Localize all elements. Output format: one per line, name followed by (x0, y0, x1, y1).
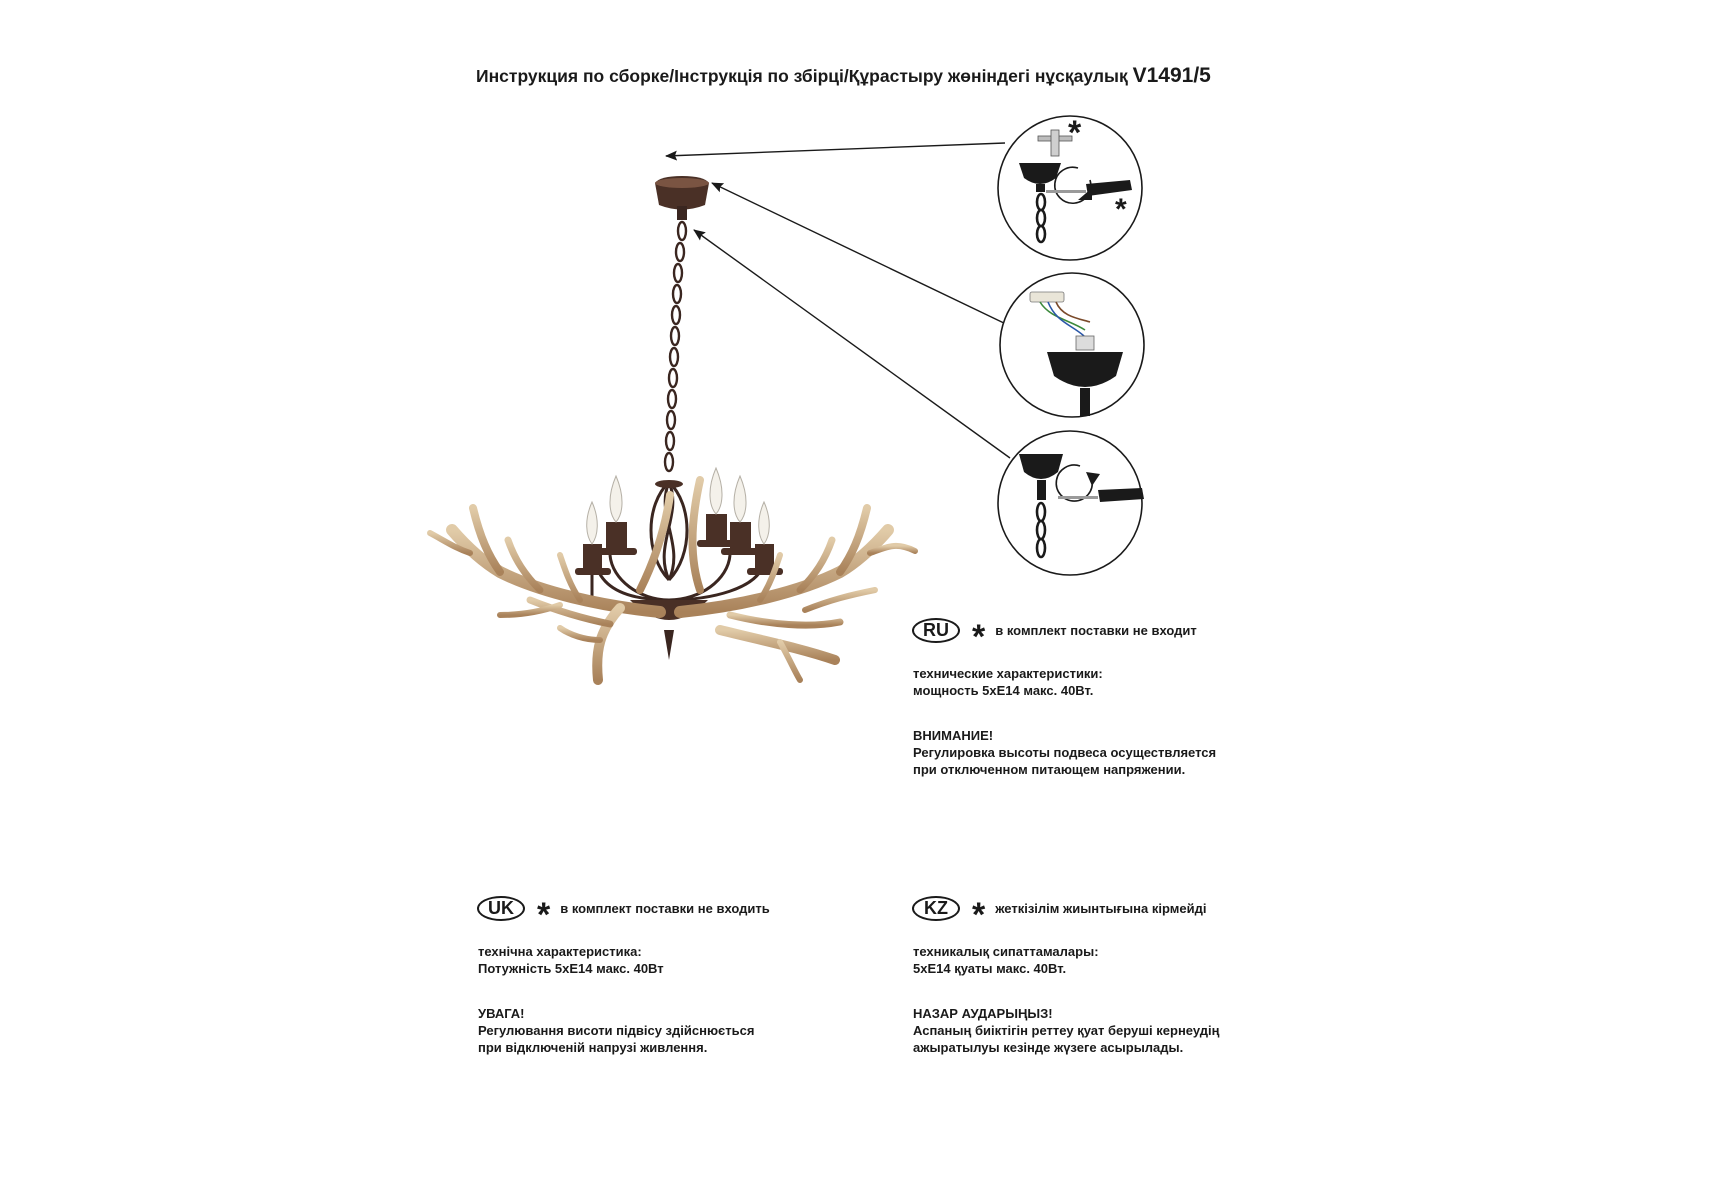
model-number: V1491/5 (1132, 64, 1211, 87)
uk-not-included-row (477, 895, 770, 934)
asterisk-icon: * (537, 895, 551, 934)
chandelier-illustration (430, 176, 915, 680)
kz-spec-title: техникалық сипаттамалары: (913, 944, 1099, 959)
uk-language-badge: UK (477, 896, 525, 921)
kz-warning-line-1: Аспаның биіктігін реттеу қуат беруші кернеудің (913, 1023, 1220, 1038)
ceiling-cup-fix-detail (998, 431, 1144, 575)
ru-warning-title: ВНИМАНИЕ! (913, 728, 994, 743)
asterisk-icon: * (972, 895, 986, 934)
uk-warning-title: УВАГА! (478, 1006, 525, 1021)
kz-not-included-row (912, 895, 1207, 934)
ru-specifications (913, 665, 1103, 699)
kz-spec-value: 5хЕ14 қуаты макс. 40Вт. (913, 961, 1067, 976)
pointer-arrows (666, 143, 1010, 458)
uk-not-included-text: в комплект поставки не входить (560, 901, 770, 916)
uk-spec-value: Потужність 5хЕ14 макс. 40Вт (478, 961, 664, 976)
ru-warning-line-1: Регулировка высоты подвеса осуществляется (913, 745, 1217, 760)
kz-warning (913, 1005, 1220, 1056)
kz-warning-title: НАЗАР АУДАРЫҢЫЗ! (913, 1006, 1053, 1021)
kz-specifications (913, 943, 1099, 977)
candle-1 (575, 502, 611, 575)
ru-spec-value: мощность 5хЕ14 макс. 40Вт. (913, 683, 1094, 698)
kz-language-badge: KZ (912, 896, 960, 921)
ru-language-badge: RU (912, 618, 960, 643)
ru-warning-line-2: при отключенном питающем напряжении. (913, 762, 1186, 777)
ru-warning (913, 727, 1216, 778)
asterisk-icon: * (1115, 193, 1127, 226)
kz-not-included-text: жеткізілім жиынтығына кірмейді (995, 901, 1207, 916)
asterisk-icon: * (1068, 114, 1082, 152)
candle-2 (597, 476, 637, 555)
title-text: Инструкция по сборке/Інструкція по збірці/Құрастыру жөніндегі нұсқаулық (476, 66, 1128, 86)
uk-specifications (478, 943, 664, 977)
asterisk-icon: * (972, 617, 986, 656)
ru-not-included-text: в комплект поставки не входит (995, 623, 1197, 638)
uk-warning-line-2: при відключеній напрузі живлення. (478, 1040, 708, 1055)
ru-spec-title: технические характеристики: (913, 666, 1103, 681)
uk-warning-line-1: Регулювання висоти підвісу здійснюється (478, 1023, 755, 1038)
chain (665, 222, 686, 471)
wiring-terminal-detail (1000, 273, 1144, 417)
ceiling-cup-screw-detail (998, 114, 1142, 260)
kz-warning-line-2: ажыратылуы кезінде жүзеге асырылады. (913, 1040, 1184, 1055)
uk-warning (478, 1005, 754, 1056)
uk-spec-title: технічна характеристика: (478, 944, 642, 959)
antler-left (430, 495, 670, 680)
ru-not-included-row (912, 617, 1197, 656)
